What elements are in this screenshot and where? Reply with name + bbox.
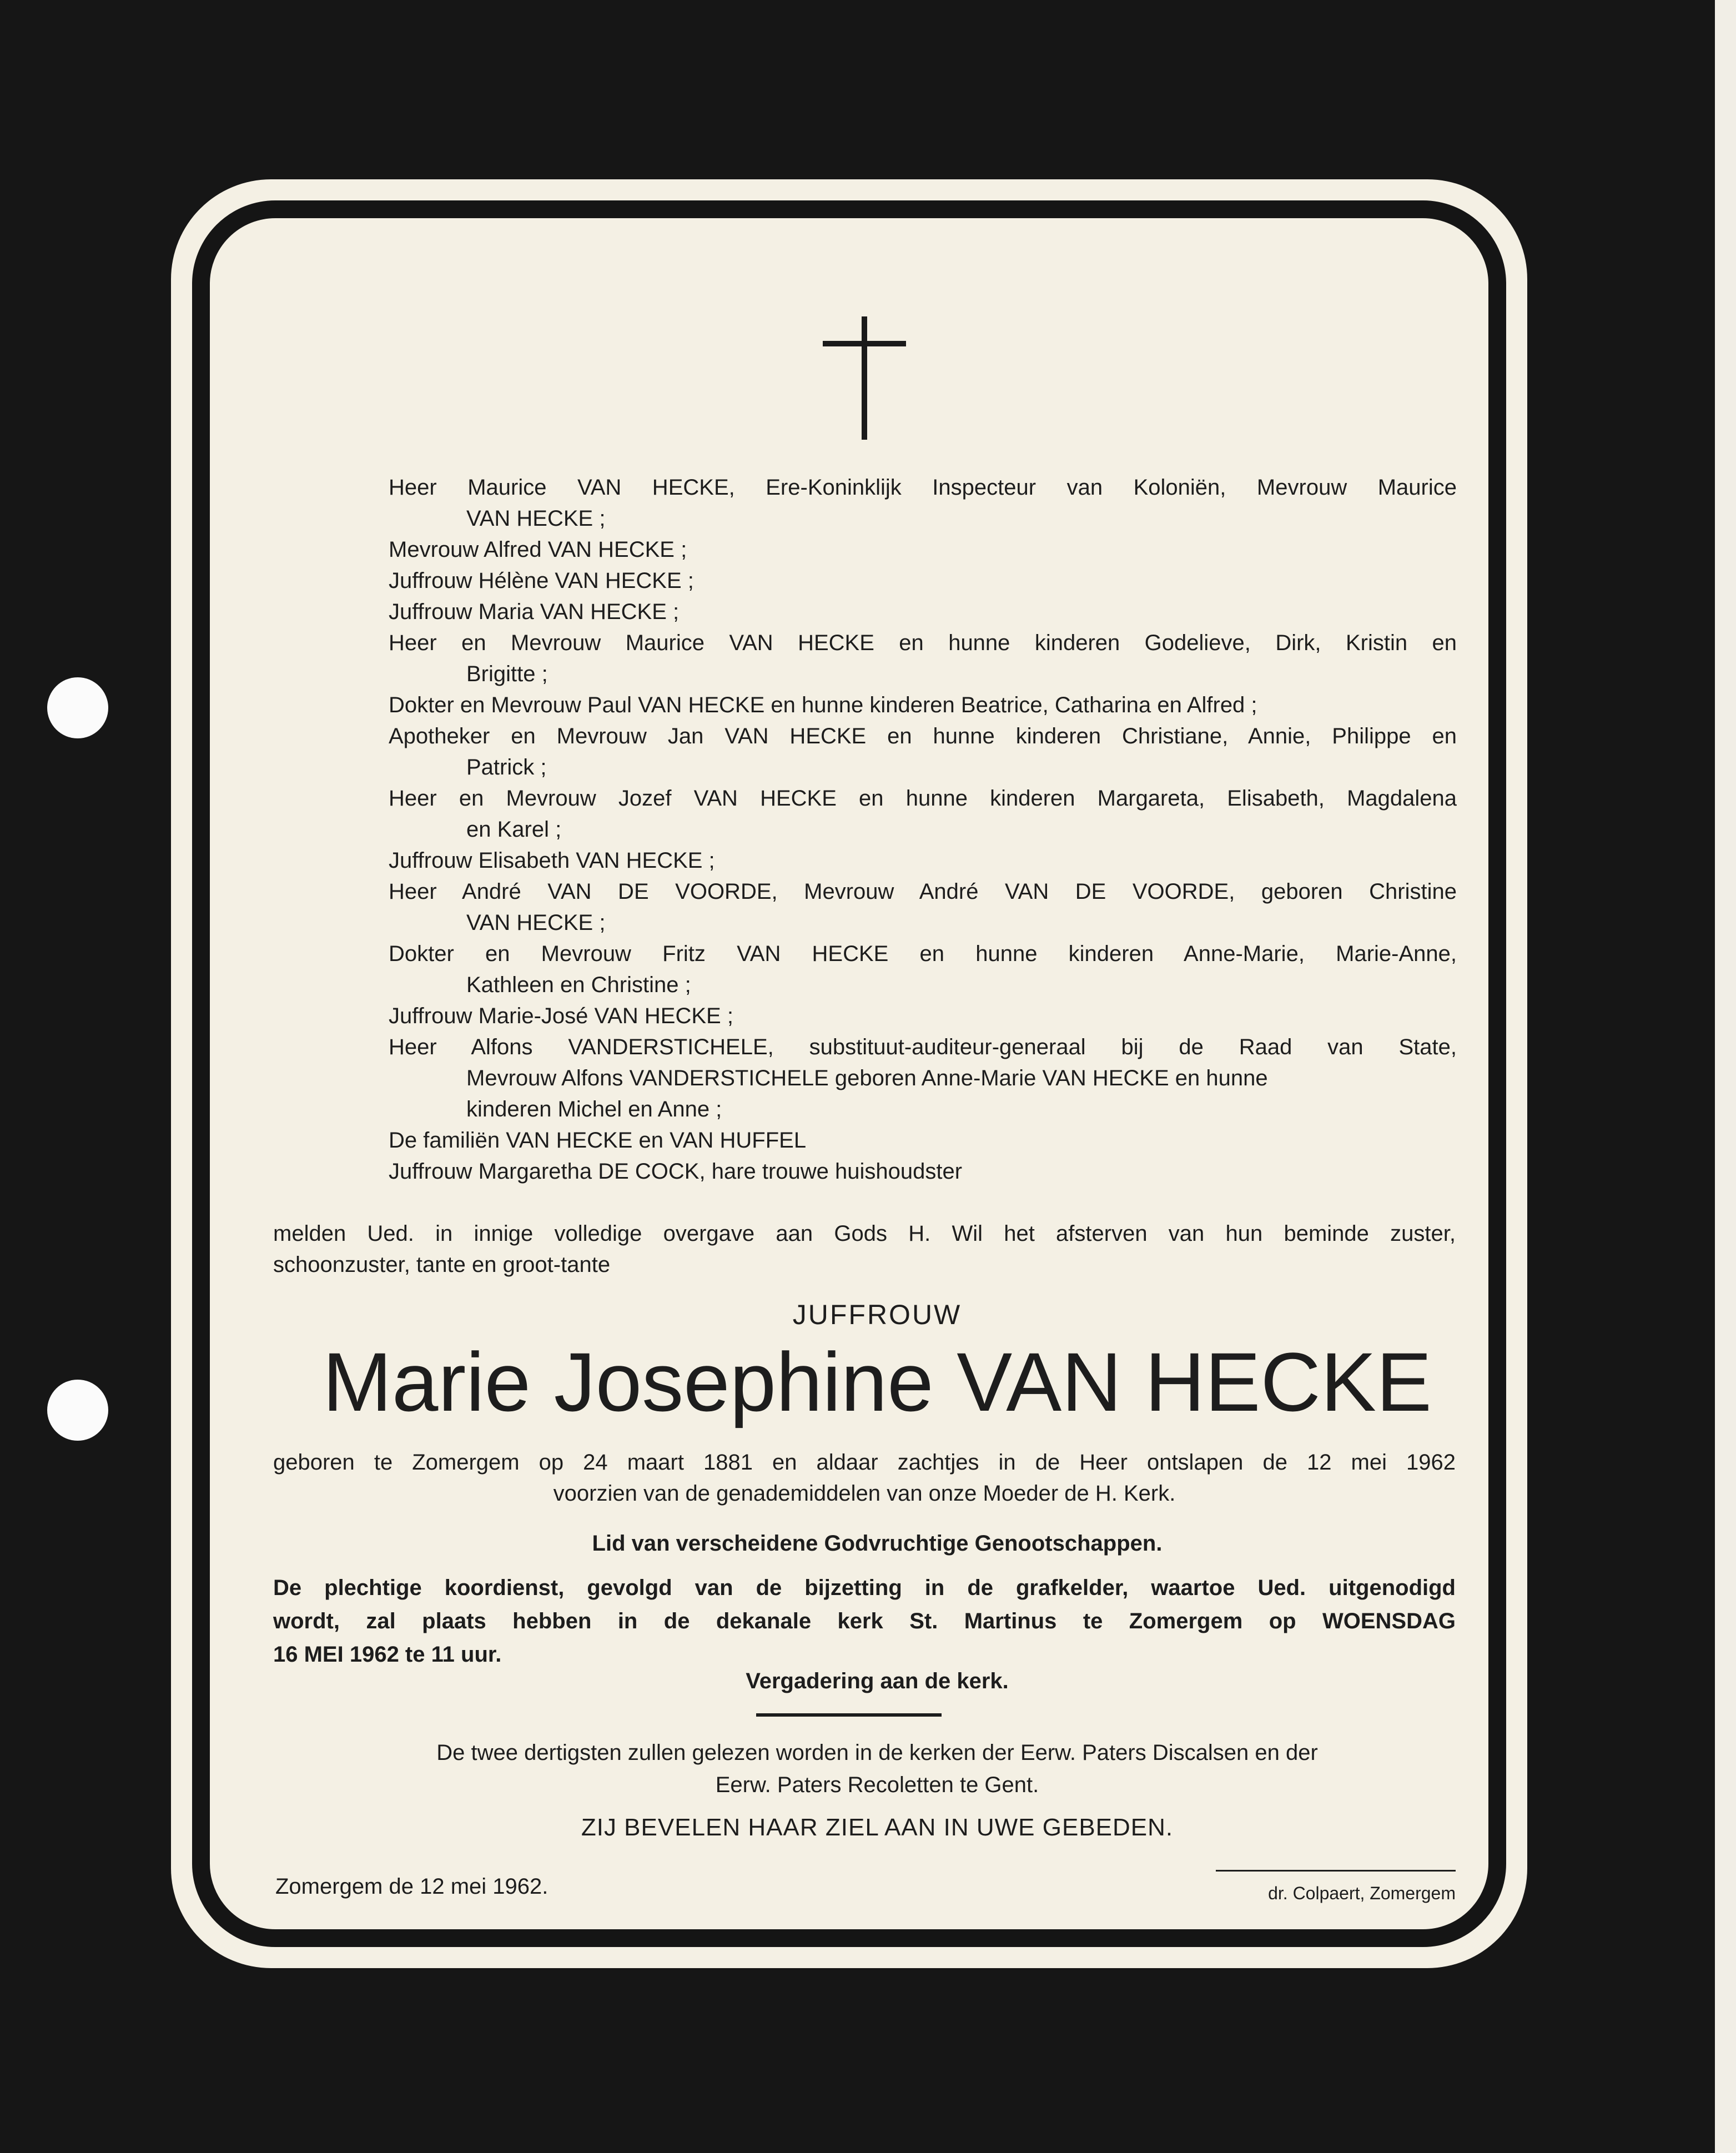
punch-hole-top bbox=[47, 677, 108, 738]
announcement-text bbox=[273, 1218, 1456, 1280]
family-entry-line: Juffrouw Hélène VAN HECKE ; bbox=[389, 569, 694, 593]
deceased-name: Marie Josephine VAN HECKE bbox=[322, 1335, 1432, 1428]
honorific: JUFFROUW bbox=[792, 1299, 962, 1330]
family-entry-line: Heer Alfons VANDERSTICHELE, substituut-auditeur-generaal bij de Raad van State, bbox=[389, 1035, 1457, 1059]
divider-rule bbox=[756, 1713, 942, 1717]
family-entry bbox=[389, 1032, 1457, 1125]
place-date: Zomergem de 12 mei 1962. bbox=[275, 1874, 549, 1899]
birth-line: voorzien van de genademiddelen van onze Moeder de H. Kerk. bbox=[553, 1481, 1176, 1506]
family-entry-line: Juffrouw Elisabeth VAN HECKE ; bbox=[389, 848, 715, 873]
family-entry-line: Heer Maurice VAN HECKE, Ere-Koninklijk Inspecteur van Koloniën, Mevrouw Maurice bbox=[389, 475, 1457, 500]
ceremony-text bbox=[273, 1571, 1456, 1671]
family-entry bbox=[389, 845, 1457, 876]
family-entry bbox=[389, 876, 1457, 938]
family-entry-continuation: Mevrouw Alfons VANDERSTICHELE geboren Anne-Marie VAN HECKE en hunne bbox=[466, 1066, 1268, 1090]
punch-hole-bottom bbox=[47, 1380, 108, 1441]
ceremony-line: De plechtige koordienst, gevolgd van de bijzetting in de grafkelder, waartoe Ued. uitgenodigd bbox=[273, 1576, 1456, 1600]
family-entry-line: Juffrouw Marie-José VAN HECKE ; bbox=[389, 1004, 733, 1028]
family-entry bbox=[389, 1156, 1457, 1187]
family-list bbox=[389, 472, 1457, 1187]
family-entry-continuation: Patrick ; bbox=[466, 755, 547, 779]
announcement-line: schoonzuster, tante en groot-tante bbox=[273, 1252, 611, 1277]
birth-death-text bbox=[273, 1447, 1456, 1509]
family-entry-line: Mevrouw Alfred VAN HECKE ; bbox=[389, 537, 687, 562]
paper-edge-strip bbox=[1715, 0, 1736, 2153]
masses-line: De twee dertigsten zullen gelezen worden in de kerken der Eerw. Paters Discalsen en der bbox=[436, 1740, 1318, 1765]
masses-line: Eerw. Paters Recoletten te Gent. bbox=[715, 1773, 1039, 1797]
birth-line: geboren te Zomergem op 24 maart 1881 en aldaar zachtjes in de Heer ontslapen de 12 mei 1962 bbox=[273, 1450, 1456, 1475]
family-entry-continuation: Kathleen en Christine ; bbox=[466, 973, 691, 997]
family-entry-continuation: kinderen Michel en Anne ; bbox=[466, 1097, 722, 1121]
family-entry bbox=[389, 472, 1457, 534]
prayer-text: ZIJ BEVELEN HAAR ZIEL AAN IN UWE GEBEDEN. bbox=[581, 1814, 1174, 1841]
gathering-text: Vergadering aan de kerk. bbox=[746, 1669, 1009, 1693]
family-entry-line: Heer en Mevrouw Jozef VAN HECKE en hunne kinderen Margareta, Elisabeth, Magdalena bbox=[389, 786, 1457, 811]
family-entry bbox=[389, 1125, 1457, 1156]
family-entry bbox=[389, 690, 1457, 721]
family-entry-line: Heer André VAN DE VOORDE, Mevrouw André VAN DE VOORDE, geboren Christine bbox=[389, 879, 1457, 904]
printer-credit: dr. Colpaert, Zomergem bbox=[1268, 1883, 1456, 1903]
family-entry-line: Juffrouw Margaretha DE COCK, hare trouwe huishoudster bbox=[389, 1159, 963, 1184]
masses-text bbox=[300, 1737, 1455, 1801]
ceremony-line: 16 MEI 1962 te 11 uur. bbox=[273, 1642, 502, 1667]
family-entry-line: Dokter en Mevrouw Paul VAN HECKE en hunne kinderen Beatrice, Catharina en Alfred ; bbox=[389, 693, 1257, 717]
cross-icon bbox=[823, 316, 906, 440]
family-entry-continuation: VAN HECKE ; bbox=[466, 911, 606, 935]
family-entry bbox=[389, 783, 1457, 845]
family-entry bbox=[389, 565, 1457, 596]
family-entry bbox=[389, 1000, 1457, 1032]
family-entry-line: Dokter en Mevrouw Fritz VAN HECKE en hunne kinderen Anne-Marie, Marie-Anne, bbox=[389, 942, 1457, 966]
family-entry bbox=[389, 534, 1457, 565]
family-entry-line: De familiën VAN HECKE en VAN HUFFEL bbox=[389, 1128, 807, 1153]
family-entry bbox=[389, 596, 1457, 627]
family-entry-continuation: en Karel ; bbox=[466, 817, 562, 842]
family-entry-continuation: Brigitte ; bbox=[466, 662, 548, 686]
family-entry bbox=[389, 938, 1457, 1000]
family-entry-continuation: VAN HECKE ; bbox=[466, 506, 606, 531]
membership-text: Lid van verscheidene Godvruchtige Genootschappen. bbox=[592, 1531, 1163, 1556]
family-entry-line: Juffrouw Maria VAN HECKE ; bbox=[389, 600, 680, 624]
ceremony-line: wordt, zal plaats hebben in de dekanale kerk St. Martinus te Zomergem op WOENSDAG bbox=[273, 1609, 1456, 1633]
family-entry-line: Heer en Mevrouw Maurice VAN HECKE en hunne kinderen Godelieve, Dirk, Kristin en bbox=[389, 631, 1457, 655]
family-entry-line: Apotheker en Mevrouw Jan VAN HECKE en hunne kinderen Christiane, Annie, Philippe en bbox=[389, 724, 1457, 748]
printer-rule bbox=[1216, 1870, 1456, 1872]
family-entry bbox=[389, 627, 1457, 690]
family-entry bbox=[389, 721, 1457, 783]
announcement-line: melden Ued. in innige volledige overgave aan Gods H. Wil het afsterven van hun beminde zuster, bbox=[273, 1221, 1456, 1246]
